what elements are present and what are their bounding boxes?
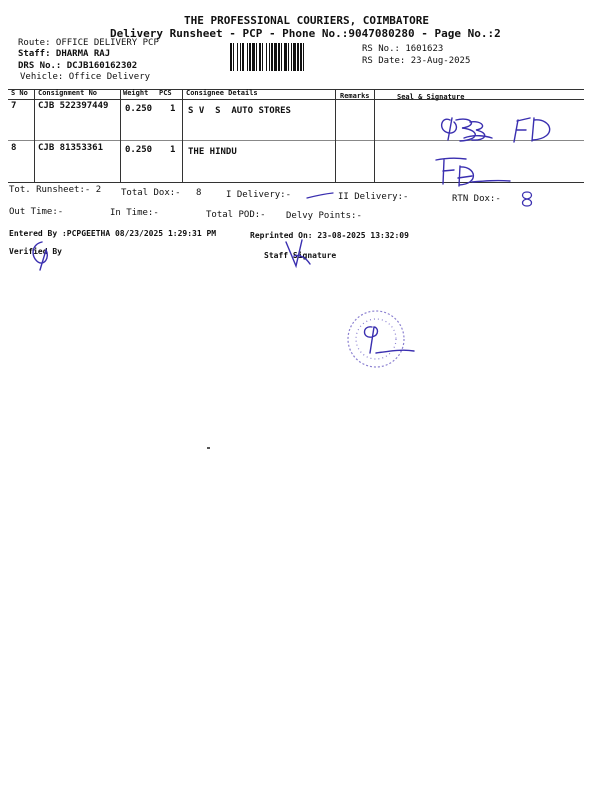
reprinted-on: Reprinted On: 23-08-2025 13:32:09 bbox=[250, 231, 409, 240]
tot-runsheet: Tot. Runsheet:- 2 bbox=[9, 185, 102, 195]
total-dox-value: 8 bbox=[196, 188, 202, 198]
col-header-pcs: PCS bbox=[159, 89, 172, 97]
col-header-consignment: Consignment No bbox=[38, 89, 98, 97]
col-header-consignee: Consignee Details bbox=[186, 89, 258, 97]
stray-mark bbox=[207, 447, 210, 449]
col-divider bbox=[182, 89, 183, 182]
total-dox-label: Total Dox:- bbox=[121, 188, 181, 198]
verified-by: Verified By bbox=[9, 247, 62, 256]
row1-signature-mark bbox=[430, 108, 560, 152]
row2-consignment: CJB 81353361 bbox=[38, 143, 104, 153]
in-time-label: In Time:- bbox=[110, 208, 159, 218]
row1-consignee: S V S AUTO STORES bbox=[188, 106, 291, 116]
i-delivery-dash bbox=[305, 192, 335, 200]
vehicle-label: Vehicle: Office Delivery bbox=[20, 72, 151, 82]
rs-date: RS Date: 23-Aug-2025 bbox=[362, 56, 471, 66]
row2-signature-mark bbox=[432, 154, 532, 190]
barcode bbox=[230, 43, 358, 71]
row1-consignment: CJB 522397449 bbox=[38, 101, 109, 111]
staff-label: Staff: DHARMA RAJ bbox=[18, 49, 111, 59]
round-stamp bbox=[342, 305, 418, 375]
col-header-seal: Seal & Signature bbox=[397, 93, 465, 101]
row2-weight: 0.250 bbox=[125, 145, 153, 155]
total-pod-label: Total POD:- bbox=[206, 210, 266, 220]
row1-weight: 0.250 bbox=[125, 104, 153, 114]
i-delivery-label: I Delivery:- bbox=[226, 190, 292, 200]
col-divider bbox=[374, 89, 375, 182]
rs-number: RS No.: 1601623 bbox=[362, 44, 444, 54]
row2-pcs: 1 bbox=[170, 145, 176, 155]
col-header-sno: S No bbox=[11, 89, 28, 97]
drs-number: DRS No.: DCJB160162302 bbox=[18, 61, 138, 71]
out-time-label: Out Time:- bbox=[9, 207, 64, 217]
barcode-bar bbox=[304, 43, 307, 71]
col-header-weight: Weight bbox=[123, 89, 149, 97]
company-title: THE PROFESSIONAL COURIERS, COIMBATORE bbox=[184, 14, 430, 27]
table-header-line bbox=[8, 99, 584, 100]
entered-by: Entered By :PCPGEETHA 08/23/2025 1:29:31 PM bbox=[9, 229, 217, 238]
verified-signature bbox=[26, 238, 60, 272]
row1-pcs: 1 bbox=[170, 104, 176, 114]
rtn-dox-handwritten bbox=[518, 190, 536, 208]
col-divider bbox=[120, 89, 121, 182]
staff-signature-label: Staff Signature bbox=[264, 251, 337, 260]
row2-consignee: THE HINDU bbox=[188, 147, 237, 157]
col-header-remarks: Remarks bbox=[340, 92, 370, 100]
ii-delivery-label: II Delivery:- bbox=[338, 192, 409, 202]
delvy-points-label: Delvy Points:- bbox=[286, 211, 362, 221]
col-divider bbox=[335, 89, 336, 182]
staff-signature-mark bbox=[282, 236, 314, 272]
rtn-dox-label: RTN Dox:- bbox=[452, 194, 501, 204]
row2-sno: 8 bbox=[11, 143, 17, 153]
route-label: Route: OFFICE DELIVERY PCP bbox=[18, 38, 159, 48]
row1-sno: 7 bbox=[11, 101, 17, 111]
col-divider bbox=[34, 89, 35, 182]
runsheet-subtitle: Delivery Runsheet - PCP - Phone No.:9047080280 - Page No.:2 bbox=[110, 27, 501, 40]
